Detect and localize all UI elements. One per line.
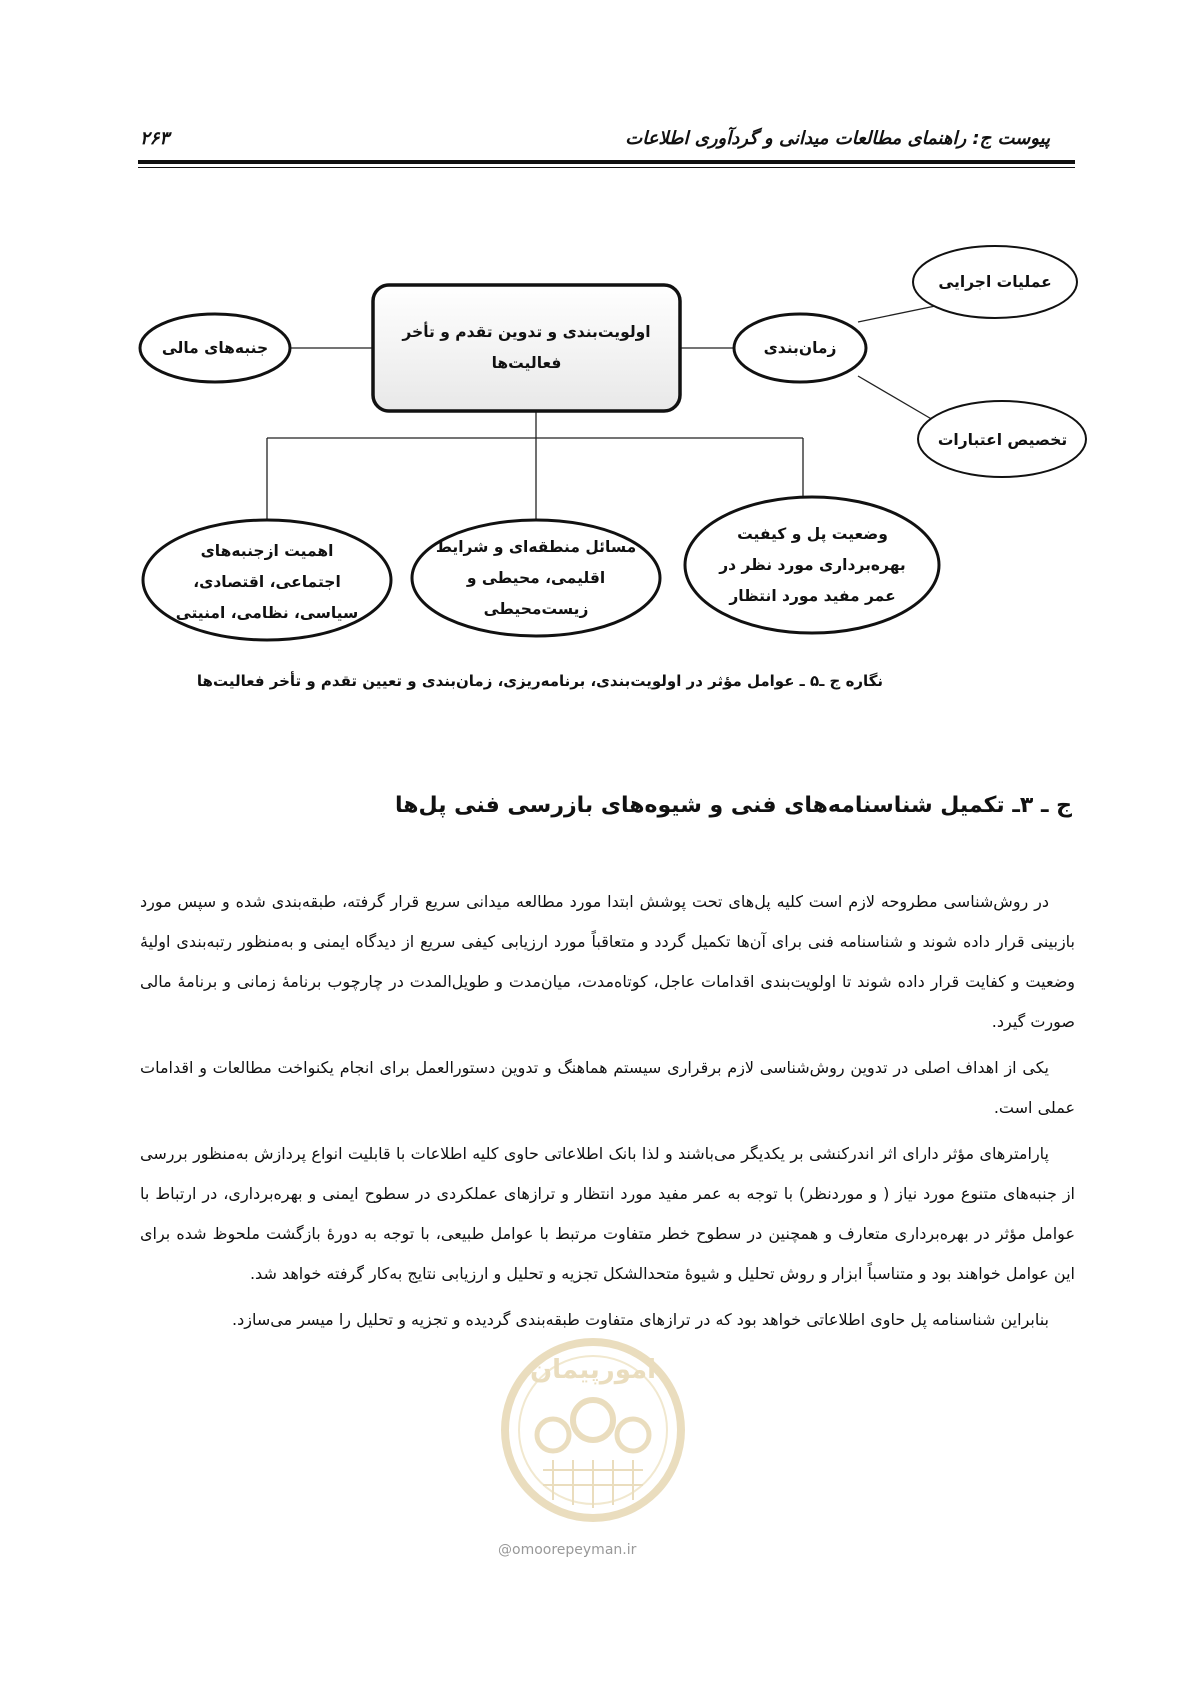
scheduling-label: زمان‌بندی — [763, 338, 837, 357]
body-paragraph-4: بنابراین شناسنامه پل حاوی اطلاعاتی خواهد بود که در ترازهای متفاوت طبقه‌بندی گردیده و تجزیه و تحلیل را میسر می‌سازد. — [232, 1310, 1049, 1329]
watermark-logo — [488, 1320, 698, 1530]
regional-issues-line2: اقلیمی، محیطی و — [466, 568, 606, 587]
bridge-condition-line2: بهره‌برداری مورد نظر در — [719, 555, 906, 574]
regional-issues-line3: زیست‌محیطی — [483, 599, 589, 618]
operations-label: عملیات اجرایی — [938, 272, 1052, 291]
regional-issues-line1: مسائل منطقه‌ای و شرایط — [435, 537, 637, 556]
body-paragraph-2: یکی از اهداف اصلی در تدوین روش‌شناسی لازم برقراری سیستم هماهنگ و تدوین دستورالعمل برای انجام یکنواخت مطالعات و اقدامات عملی است. — [140, 1058, 1075, 1117]
center-box-label — [385, 300, 668, 396]
running-header-title: پیوست ج: راهنمای مطالعات میدانی و گردآوری اطلاعات — [625, 128, 1050, 149]
importance-line3: سیاسی، نظامی، امنیتی — [175, 603, 359, 622]
bridge-condition-line1: وضعیت پل و کیفیت — [737, 524, 888, 543]
center-box-line1: اولویت‌بندی و تدوین تقدم و تأخر — [402, 323, 651, 341]
center-box-line2: فعالیت‌ها — [491, 354, 562, 372]
budget-label: تخصیص اعتبارات — [937, 430, 1068, 449]
watermark-text: امورپیمان — [529, 1355, 657, 1385]
page-number: ۲۶۳ — [140, 128, 170, 149]
body-paragraph-1: در روش‌شناسی مطروحه لازم است کلیه پل‌های تحت پوشش ابتدا مورد مطالعه میدانی سریع قرار گرفته، طبقه‌بندی شده و سپس مورد بازبینی قرار داده شوند و شناسنامه فنی برای آن‌ها تکمیل گردد و متعاقباً مورد ارزیابی کیفی سریع از دیدگاه ایمنی و به‌منظور رتبه‌بندی اولیهٔ وضعیت و کفایت قرار داده شوند تا اولویت‌بندی اقدامات عاجل، کوتاه‌مدت، میان‌مدت و طویل‌المدت در چارچوب برنامهٔ زمانی و برنامهٔ مالی صورت گیرد. — [140, 892, 1075, 1031]
figure-caption: نگاره ج ـ۵ ـ عوامل مؤثر در اولویت‌بندی، برنامه‌ریزی، زمان‌بندی و تعیین تقدم و تأخر فعالیت‌ها — [196, 672, 884, 690]
financial-label: جنبه‌های مالی — [161, 338, 269, 357]
importance-line2: اجتماعی، اقتصادی، — [193, 572, 341, 591]
section-heading: ج ـ ۳ـ تکمیل شناسنامه‌های فنی و شیوه‌های بازرسی فنی پل‌ها — [395, 793, 1072, 818]
body-paragraph-3: پارامترهای مؤثر دارای اثر اندرکنشی بر یکدیگر می‌باشند و لذا بانک اطلاعاتی حاوی کلیه اطلاعات با قابلیت انواع پردازش به‌منظور بررسی از جنبه‌های متنوع مورد نیاز ( و موردنظر) با توجه به عمر مفید مورد انتظار و ترازهای عملکردی در سطوح ایمنی و بهره‌برداری، در ارتباط با عوامل مؤثر در بهره‌برداری متعارف و همچنین در سطوح خطر متفاوت مرتبط با عوامل طبیعی، با توجه به دورهٔ بازگشت ملحوظ شده برای این عوامل خواهند بود و متناسباً ابزار و روش تحلیل و شیوهٔ متحدالشکل تجزیه و تحلیل و ارزیابی نتایج به‌کار گرفته خواهد شد. — [140, 1144, 1075, 1283]
section-body — [140, 882, 1075, 1346]
importance-line1: اهمیت ازجنبه‌های — [200, 541, 334, 560]
regional-issues-label — [420, 530, 652, 626]
importance-label — [150, 534, 384, 630]
bridge-condition-line3: عمر مفید مورد انتظار — [729, 586, 896, 605]
watermark-url: @omoorepeyman.ir — [498, 1542, 637, 1558]
bridge-condition-label — [695, 515, 930, 615]
